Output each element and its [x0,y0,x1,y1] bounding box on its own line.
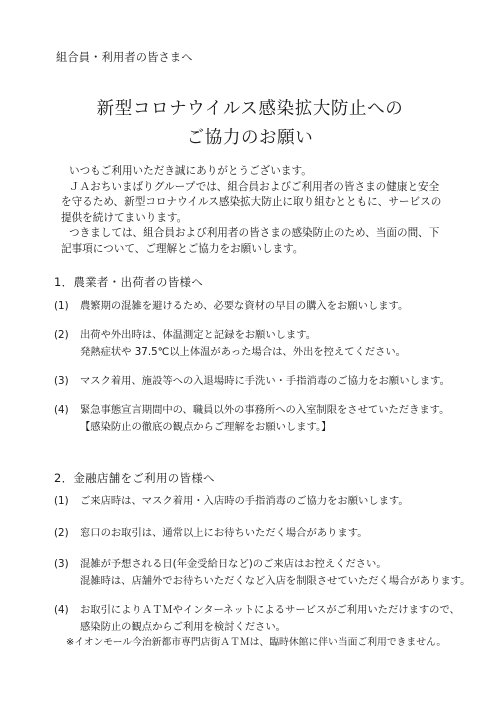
intro-line: つきましては、組合員および利用者の皆さまの感染防止のため、当面の間、下 [69,227,440,239]
section-2-item-1 [54,493,474,510]
item-text: お取引によりＡＴＭやインターネットによるサービスがご利用いただけますので、 [80,604,460,616]
section-2-heading: 2．金融店舗をご利用の皆様へ [54,471,215,485]
item-note: ※イオンモール今治新都市専門店街ＡＴＭは、臨時休館に伴い当面ご利用できません。 [66,637,447,648]
section-2-item-3 [54,556,474,589]
item-text: 【感染防止の徹底の観点からご理解をお願いします。】 [80,420,332,433]
addressee-line: 組合員・利用者の皆さまへ [56,51,193,64]
document-title-line-1: 新型コロナウイルス感染拡大防止への [96,99,404,119]
section-1-item-4 [54,402,474,435]
intro-line: を守るため、新型コロナウイルス感染拡大防止に取り組むとともに、サービスの [61,196,442,208]
item-number: (3) [54,558,69,570]
intro-line: ＪＡおちいまばりグループでは、組合員およびご利用者の皆さまの健康と安全 [69,180,440,193]
document-title-line-2: ご協力のお願い [186,128,314,148]
item-number: (4) [54,604,69,616]
item-number: (2) [54,527,69,539]
item-text: マスク着用、施設等への入退場時に手洗い・手指消毒のご協力をお願いします。 [80,375,450,387]
item-text: 混雑が予想される日(年金受給日など)のご来店はお控えください。 [80,558,387,570]
intro-paragraph [61,164,451,257]
item-text: 混雑時は、店舗外でお待ちいただくなど入店を制限させていただく場合があります。 [80,574,471,587]
intro-line: 提供を続けてまいります。 [61,211,188,224]
item-text: 緊急事態宣言期間中の、職員以外の事務所への入室制限をさせていただきます。 [80,404,450,416]
section-2-item-4 [54,602,474,652]
section-1-heading: 1．農業者・出荷者の皆様へ [54,275,204,289]
item-number: (3) [54,375,69,387]
item-text: 農繁期の混雑を避けるため、必要な資材の早目の購入をお願いします。 [80,300,409,312]
item-number: (2) [54,329,69,341]
section-1-item-3 [54,373,474,390]
item-text: 感染防止の観点からご利用を検討ください。 [80,620,286,633]
section-2-item-2 [54,525,474,542]
item-number: (1) [54,300,69,312]
section-1-item-1 [54,298,474,315]
item-number: (1) [54,495,69,507]
section-1-item-2 [54,327,474,360]
intro-line: いつもご利用いただき誠にありがとうございます。 [69,165,312,177]
item-text: 窓口のお取引は、通常以上にお待ちいただく場合があります。 [80,527,368,539]
item-text: 出荷や外出時は、体温測定と記録をお願いします。 [80,329,317,341]
intro-line: 記事項について、ご理解とご協力をお願いします。 [61,242,304,255]
item-text: ご来店時は、マスク着用・入店時の手指消毒のご協力をお願いします。 [80,495,409,507]
item-text: 発熱症状や 37.5℃以上体温があった場合は、外出を控えてください。 [80,345,406,358]
item-number: (4) [54,404,69,416]
